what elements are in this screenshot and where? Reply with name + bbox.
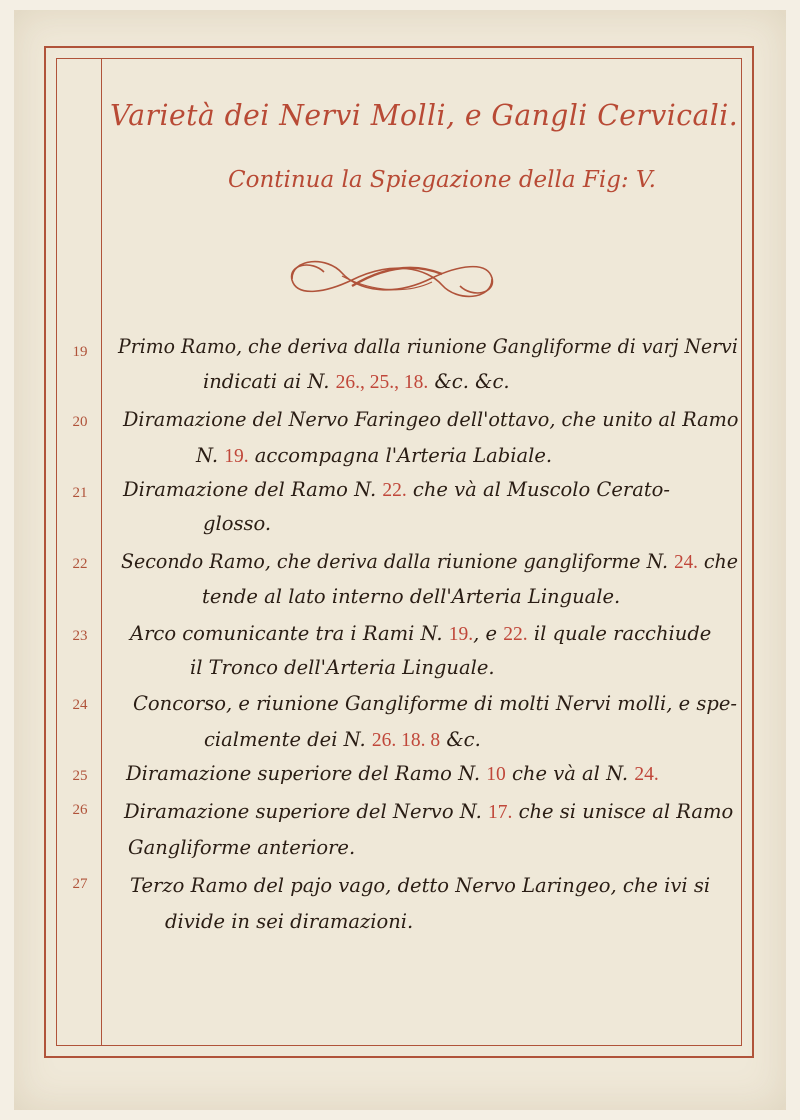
entry-line: Diramazione superiore del Nervo N. 17. che si unisce al Ramo [124, 800, 734, 823]
entry-line: N. 19. accompagna l'Arteria Labiale. [196, 444, 553, 467]
entry-line: tende al lato interno dell'Arteria Linguale. [202, 585, 621, 608]
entry-line: Primo Ramo, che deriva dalla riunione Gangliforme di varj Nervi [118, 335, 738, 358]
page-title: Varietà dei Nervi Molli, e Gangli Cervicali. [110, 98, 739, 132]
entry-number: 23 [72, 628, 88, 644]
entry-line: divide in sei diramazioni. [165, 910, 414, 933]
margin-rule [101, 58, 102, 1046]
entry-line: Diramazione del Nervo Faringeo dell'ottavo, che unito al Ramo [123, 408, 739, 431]
entry-line: glosso. [203, 512, 272, 535]
entry-number: 25 [72, 768, 88, 784]
entry-line: Diramazione superiore del Ramo N. 10 che và al N. 24. [126, 762, 659, 785]
entry-line: Gangliforme anteriore. [128, 836, 356, 859]
entry-number: 20 [72, 414, 88, 430]
entry-number: 24 [72, 697, 88, 713]
entry-line: cialmente dei N. 26. 18. 8 &c. [204, 728, 481, 751]
entry-line: indicati ai N. 26., 25., 18. &c. &c. [203, 370, 510, 393]
entry-number: 26 [72, 802, 88, 818]
entry-number: 19 [72, 344, 88, 360]
entry-number: 22 [72, 556, 88, 572]
entry-line: Diramazione del Ramo N. 22. che và al Muscolo Cerato- [123, 478, 670, 501]
entry-line: Arco comunicante tra i Rami N. 19., e 22. il quale racchiude [130, 622, 712, 645]
entry-line: Secondo Ramo, che deriva dalla riunione gangliforme N. 24. che [121, 550, 739, 573]
entry-line: Concorso, e riunione Gangliforme di molti Nervi molli, e spe- [133, 692, 737, 715]
calligraphic-flourish-icon [282, 248, 502, 310]
entry-number: 21 [72, 485, 88, 501]
entry-line: il Tronco dell'Arteria Linguale. [190, 656, 495, 679]
entry-number: 27 [72, 876, 88, 892]
page-subtitle: Continua la Spiegazione della Fig: V. [228, 167, 656, 193]
entry-line: Terzo Ramo del pajo vago, detto Nervo Laringeo, che ivi si [130, 874, 711, 897]
